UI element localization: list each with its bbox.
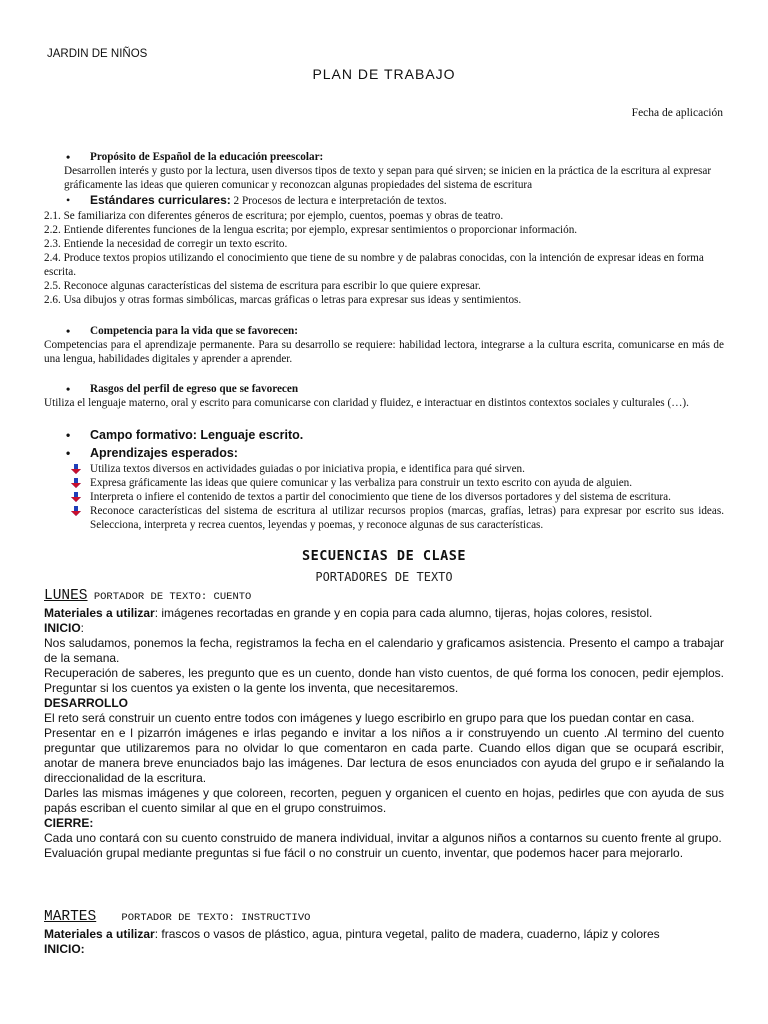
estandar-item: 2.2. Entiende diferentes funciones de la lengua escrita; por ejemplo, expresar sentimientos o proporcionar información.	[44, 224, 578, 236]
aprendizaje-item	[44, 504, 724, 532]
down-arrow-icon	[71, 492, 81, 502]
martes-materiales	[44, 927, 724, 942]
estandares-value: 2 Procesos de lectura e interpretación de textos.	[230, 195, 447, 207]
proposito-label: • Propósito de Español de la educación preescolar:	[44, 150, 724, 164]
rasgos-label: • Rasgos del perfil de egreso que se favorecen	[44, 382, 724, 396]
secuencias-subtitle: PORTADORES DE TEXTO	[315, 570, 453, 584]
rasgos-section	[44, 382, 724, 410]
rasgos-text: Utiliza el lenguaje materno, oral y escrito para comunicarse con claridad y fluidez, e interactuar en distintos contextos sociales y culturales (…).	[44, 397, 689, 409]
aprendizajes-section	[44, 445, 724, 532]
competencia-text: Competencias para el aprendizaje permanente. Para su desarrollo se requiere: habilidad lectora, integrarse a la cultura escrita, comunicarse en más de una lengua, habilidades digitales y aprender a aprender.	[44, 339, 724, 365]
inicio-label: INICIO	[44, 621, 81, 635]
down-arrow-icon	[71, 506, 81, 516]
materiales-label: Materiales a utilizar	[44, 927, 155, 941]
martes-heading	[44, 907, 724, 927]
martes-portador: PORTADOR DE TEXTO: INSTRUCTIVO	[96, 912, 311, 924]
secuencias-title: SECUENCIAS DE CLASE	[302, 548, 466, 564]
estandares-section	[44, 193, 724, 307]
aprendizaje-text: Interpreta o infiere el contenido de textos a partir del conocimiento que tiene de los diversos portadores y del sistema de escritura.	[90, 491, 671, 503]
materiales-label: Materiales a utilizar	[44, 606, 155, 620]
inicio-colon: :	[80, 621, 85, 635]
lunes-inicio-p2: Recuperación de saberes, les pregunto que es un cuento, donde han visto cuentos, de qué forma los conocen, pedir ejemplos. Preguntar si los cuentos ya existen o la gente los inventa, que necesitaremos.	[44, 666, 724, 695]
lunes-inicio-heading	[44, 621, 724, 636]
aprendizajes-label: • Aprendizajes esperados:	[44, 445, 724, 461]
application-date-label: Fecha de aplicación	[631, 107, 723, 119]
lunes-inicio-p1: Nos saludamos, ponemos la fecha, registramos la fecha en el calendario y graficamos asistencia. Presento el campo a trabajar de la semana.	[44, 636, 724, 665]
competencia-label: • Competencia para la vida que se favorecen:	[44, 324, 724, 338]
estandar-item: 2.3. Entiende la necesidad de corregir un texto escrito.	[44, 238, 288, 250]
materiales-text: : imágenes recortadas en grande y en copia para cada alumno, tijeras, hojas colores, resistol.	[154, 606, 653, 620]
lunes-cierre-p2: Evaluación grupal mediante preguntas si fue fácil o no construir un cuento, inventar, que podemos hacer para mejorarlo.	[44, 846, 684, 860]
aprendizaje-item	[44, 462, 724, 476]
aprendizaje-text: Expresa gráficamente las ideas que quiere comunicar y las verbaliza para construir un texto escrito con ayuda de alguien.	[90, 477, 633, 489]
lunes-section	[44, 586, 724, 861]
estandares-label: Estándares curriculares:	[90, 193, 231, 207]
estandar-item: 2.5. Reconoce algunas características del sistema de escritura para escribir lo que quiere expresar.	[44, 280, 481, 292]
down-arrow-icon	[71, 478, 81, 488]
martes-day: MARTES	[44, 909, 97, 925]
lunes-heading	[44, 586, 724, 606]
lunes-desarrollo-label: DESARROLLO	[44, 696, 128, 710]
estandares-heading	[44, 193, 724, 208]
campo-label: • Campo formativo: Lenguaje escrito.	[44, 427, 724, 443]
lunes-materiales	[44, 606, 724, 621]
estandar-item: 2.6. Usa dibujos y otras formas simbólicas, marcas gráficas o letras para expresar sus ideas y sentimientos.	[44, 294, 522, 306]
lunes-desarrollo-p2: Presentar en e l pizarrón imágenes e irlas pegando e invitar a los niños a ir construyendo un cuento .Al termino del cuento preguntar que utilizaremos para no olvidar lo que comentaron en cada parte. Cuando ellos digan que se ocupará escribir, anotar de manera breve enunciados bajo las imágenes. Dar lectura de esos enunciados con ayuda del grupo e ir señalando la direccionalidad de la escritura.	[44, 726, 724, 785]
campo-section	[44, 427, 724, 443]
aprendizaje-item	[44, 490, 724, 504]
materiales-text: : frascos o vasos de plástico, agua, pintura vegetal, palito de madera, cuaderno, lápiz y colores	[154, 927, 660, 941]
lunes-portador: PORTADOR DE TEXTO: CUENTO	[87, 591, 252, 603]
estandar-item: 2.1. Se familiariza con diferentes géneros de escritura; por ejemplo, cuentos, poemas y obras de teatro.	[44, 210, 504, 222]
lunes-desarrollo-p3: Darles las mismas imágenes y que coloreen, recorten, peguen y organicen el cuento en hojas, pedirles que con ayuda de sus papás escriban el cuento similar al que en el grupo construimos.	[44, 786, 724, 815]
martes-section	[44, 907, 724, 957]
proposito-text: Desarrollen interés y gusto por la lectura, usen diversos tipos de texto y sepan para qué sirven; se inicien en la práctica de la escritura al expresar gráficamente las ideas que quieren comunicar y reconozcan algunas propiedades del sistema de escritura	[64, 165, 712, 191]
aprendizaje-text: Reconoce características del sistema de escritura al utilizar recursos propios (marcas, grafías, letras) para expresar por escrito sus ideas. Selecciona, interpreta y recrea cuentos, leyendas y poemas, y reconoce algunas de sus características.	[90, 505, 724, 531]
proposito-section	[44, 150, 724, 192]
estandar-item: 2.4. Produce textos propios utilizando el conocimiento que tiene de su nombre y de palabras conocidas, con la intención de expresar ideas en forma escrita.	[44, 252, 704, 278]
lunes-day: LUNES	[44, 588, 88, 604]
aprendizaje-item	[44, 476, 724, 490]
page-title: PLAN DE TRABAJO	[312, 66, 456, 82]
lunes-cierre-p1: Cada uno contará con su cuento construido de manera individual, invitar a algunos niños a contarnos su cuento frente al grupo.	[44, 831, 722, 845]
school-name: JARDIN DE NIÑOS	[47, 48, 148, 60]
aprendizaje-text: Utiliza textos diversos en actividades guiadas o por iniciativa propia, e identifica para qué sirven.	[90, 463, 525, 475]
down-arrow-icon	[71, 464, 81, 474]
competencia-section	[44, 324, 724, 366]
martes-inicio-label: INICIO:	[44, 942, 85, 956]
lunes-desarrollo-p1: El reto será construir un cuento entre todos con imágenes y luego escribirlo en grupo para que los puedan contar en casa.	[44, 711, 695, 725]
lunes-cierre-label: CIERRE:	[44, 816, 94, 830]
